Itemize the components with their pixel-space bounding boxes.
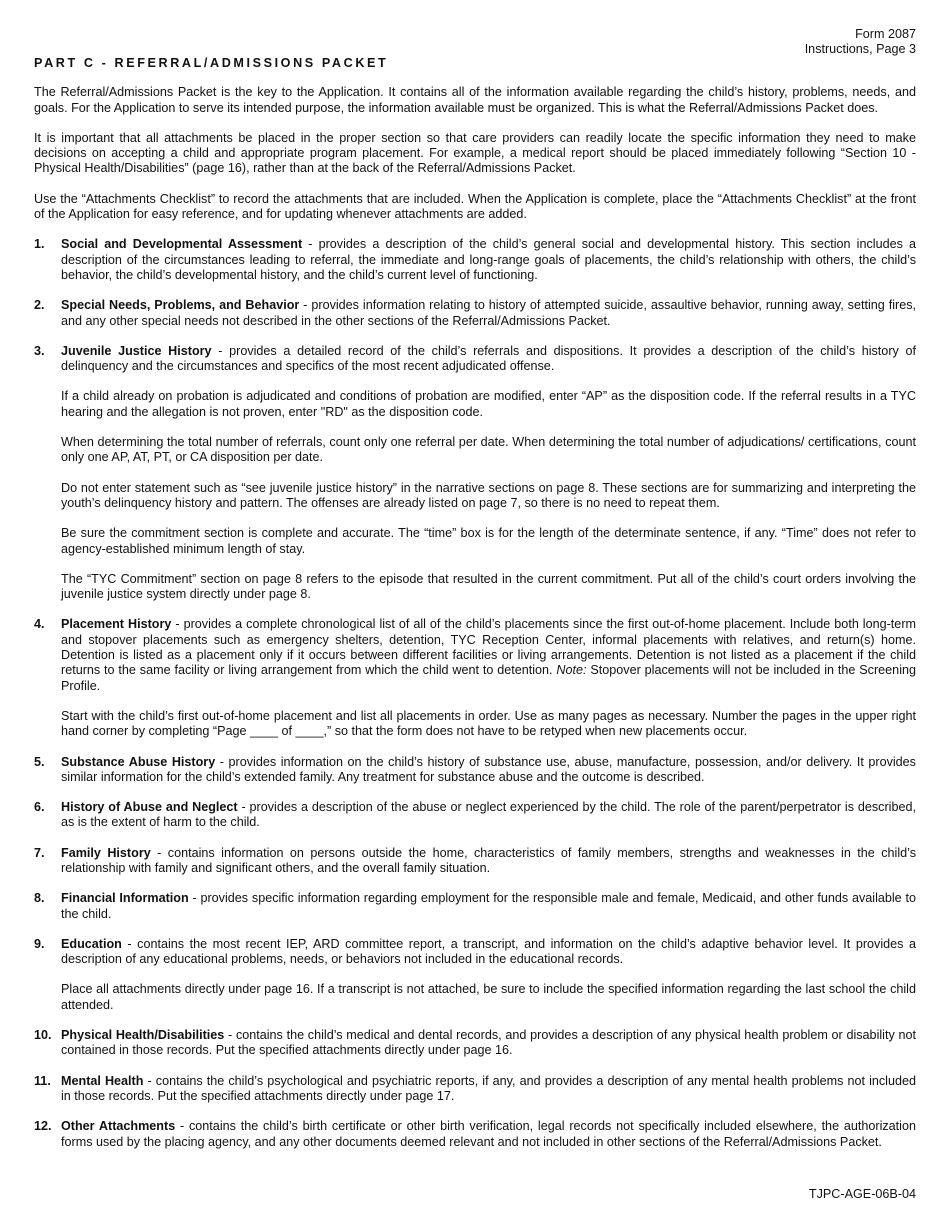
item-title: Juvenile Justice History <box>61 343 212 358</box>
item-title: Physical Health/Disabilities <box>61 1028 225 1043</box>
item-text: - provides a description of the abuse or neglect experienced by the child. The role of the parent/perpetrator is described, as is the extent of harm to the child. <box>61 800 916 830</box>
item-paragraph <box>61 298 916 329</box>
section-item-1 <box>34 237 916 283</box>
item-body <box>61 1028 916 1059</box>
item-body <box>61 617 916 739</box>
item-paragraph <box>61 237 916 283</box>
section-item-8 <box>34 891 916 922</box>
item-number: 5. <box>34 754 45 769</box>
section-item-11 <box>34 1074 916 1105</box>
intro-paragraph: It is important that all attachments be placed in the proper section so that care providers can readily locate the specific information they need to make decisions on accepting a child and appropriate program placement. For example, a medical report should be placed immediately following “Section 10 - Physical Health/Disabilities” (page 16), rather than at the back of the Referral/Admissions Packet. <box>34 130 916 176</box>
section-item-4 <box>34 617 916 739</box>
item-paragraph <box>61 344 916 375</box>
document-page <box>34 26 916 1165</box>
section-item-2 <box>34 298 916 329</box>
item-title: Substance Abuse History <box>61 754 216 769</box>
item-title: Financial Information <box>61 891 189 906</box>
item-number: 1. <box>34 237 45 252</box>
intro-section <box>34 85 916 222</box>
item-number: 8. <box>34 891 45 906</box>
item-number: 9. <box>34 936 45 951</box>
item-number: 7. <box>34 845 45 860</box>
item-paragraph <box>61 846 916 877</box>
item-text: - contains the child’s psychological and psychiatric reports, if any, and provides a description of any mental health problems not included in those records. Put the specified attachments directly under page 17. <box>61 1073 916 1103</box>
item-text: - provides information relating to history of attempted suicide, assaultive behavior, running away, setting fires, and any other special needs not described in the other sections of the Referral/Admissions Packet. <box>61 298 916 328</box>
item-text: - provides a complete chronological list of all of the child’s placements since the first out-of-home placement. Include both long-term and stopover placements such as emergency shelters, detention, TYC Reception Center, informal placements with relatives, and return(s) home. Detention is listed as a placement only if it occurs between different facilities or living arrangements. Detention is not listed as a placement if the child returns to the same facility or living arrangement from which the child went to detention. <box>61 617 916 678</box>
item-number: 12. <box>34 1119 52 1134</box>
item-extra-paragraph: Be sure the commitment section is complete and accurate. The “time” box is for the length of the determinate sentence, if any. “Time” does not refer to agency-established minimum length of stay. <box>61 526 916 556</box>
item-body <box>61 1119 916 1150</box>
form-number: Form 2087 <box>855 27 916 41</box>
item-text: - provides a detailed record of the child’s referrals and dispositions. It provides a description of the child’s history of delinquency and the circumstances and specifics of the most recent adjudicated offense. <box>61 343 916 374</box>
item-paragraph <box>61 937 916 968</box>
item-text: - provides information on the child’s history of substance use, abuse, manufacture, possession, and/or delivery. It provides similar information for the child’s extended family. Any treatment for substance abuse and the outcome is described. <box>61 754 916 784</box>
intro-paragraph: Use the “Attachments Checklist” to record the attachments that are included. When the Application is complete, place the “Attachments Checklist” at the front of the Application for easy reference, and for updating whenever attachments are added. <box>34 191 916 222</box>
item-paragraph <box>61 800 916 831</box>
item-text: - provides specific information regarding employment for the responsible male and female, Medicaid, and other funds available to the child. <box>61 891 916 921</box>
item-number: 6. <box>34 800 45 815</box>
item-text: - contains the child’s medical and dental records, and provides a description of any physical health problem or disability not contained in those records. Put the specified attachments directly under page 16. <box>61 1028 916 1058</box>
section-item-12 <box>34 1119 916 1150</box>
item-number: 11. <box>34 1073 51 1088</box>
item-paragraph <box>61 755 916 786</box>
section-list <box>34 237 916 1149</box>
page-label: Instructions, Page 3 <box>804 42 916 56</box>
intro-paragraph: The Referral/Admissions Packet is the key to the Application. It contains all of the information available regarding the child’s history, problems, needs, and goals. For the Application to serve its intended purpose, the information available must be organized. This is what the Referral/Admissions Packet does. <box>34 85 916 115</box>
item-paragraph <box>61 1028 916 1059</box>
item-title: Education <box>61 936 122 951</box>
item-paragraph <box>61 617 916 693</box>
item-title: Family History <box>61 845 151 860</box>
item-body <box>61 1074 916 1105</box>
item-body <box>61 937 916 1013</box>
item-body <box>61 846 916 877</box>
form-footer-code: TJPC-AGE-06B-04 <box>808 1187 916 1201</box>
item-text: - provides a description of the child’s general social and developmental history. This section includes a description of the circumstances leading to referral, the immediate and long-range goals of placements, the child’s relationship with others, the child’s behavior, the child’s developmental history, and the child’s current level of functioning. <box>61 237 916 282</box>
item-body <box>61 891 916 922</box>
section-item-5 <box>34 755 916 786</box>
item-title: Placement History <box>61 617 172 632</box>
item-body <box>61 344 916 603</box>
item-extra-paragraph: Place all attachments directly under page 16. If a transcript is not attached, be sure to include the specified information regarding the last school the child attended. <box>61 982 916 1012</box>
item-paragraph <box>61 1119 916 1150</box>
item-text: - contains information on persons outside the home, characteristics of family members, strengths and weaknesses in the child’s relationship with family and significant others, and the overall family situation. <box>61 845 916 875</box>
item-title: Social and Developmental Assessment <box>61 237 303 252</box>
item-extra-paragraph: If a child already on probation is adjudicated and conditions of probation are modified, enter “AP” as the disposition code. If the referral results in a TYC hearing and the allegation is not proven, enter "RD" as the disposition code. <box>61 389 916 419</box>
item-title: Special Needs, Problems, and Behavior <box>61 298 300 313</box>
item-text: - contains the most recent IEP, ARD committee report, a transcript, and information on the child’s adaptive behavior level. It provides a description of any educational problems, needs, or behaviors not included in the educational records. <box>61 936 916 967</box>
item-number: 3. <box>34 343 45 358</box>
item-body <box>61 755 916 786</box>
item-body <box>61 800 916 831</box>
section-item-7 <box>34 846 916 877</box>
section-item-9 <box>34 937 916 1013</box>
item-extra-paragraph: When determining the total number of referrals, count only one referral per date. When determining the total number of adjudications/ certifications, count only one AP, AT, PT, or CA disposition per date. <box>61 435 916 465</box>
note-text: Stopover placements will not be included in the Screening Profile. <box>61 663 916 693</box>
section-item-6 <box>34 800 916 831</box>
item-extra-paragraph: Do not enter statement such as “see juvenile justice history” in the narrative sections on page 8. These sections are for summarizing and interpreting the youth’s delinquency history and pattern. The offenses are already listed on page 7, so there is no need to repeat them. <box>61 480 916 510</box>
section-item-10 <box>34 1028 916 1059</box>
section-title: PART C - REFERRAL/ADMISSIONS PACKET <box>34 56 389 70</box>
item-paragraph <box>61 891 916 922</box>
item-number: 10. <box>34 1028 52 1043</box>
section-item-3 <box>34 344 916 603</box>
item-paragraph <box>61 1074 916 1105</box>
item-extra-paragraph: Start with the child’s first out-of-home placement and list all placements in order. Use as many pages as necessary. Number the pages in the upper right hand corner by completing “Page ____ of ____,” so that the form does not have to be retyped when new placements occur. <box>61 708 916 739</box>
item-title: Mental Health <box>61 1073 144 1088</box>
item-body <box>61 237 916 283</box>
item-body <box>61 298 916 329</box>
item-number: 2. <box>34 298 45 313</box>
item-extra-paragraph: The “TYC Commitment” section on page 8 refers to the episode that resulted in the current commitment. Put all of the child’s court orders involving the juvenile justice system directly under page 8. <box>61 571 916 602</box>
item-text: - contains the child’s birth certificate or other birth verification, legal records not specifically included elsewhere, the authorization forms used by the placing agency, and any other documents deemed relevant and not included in other sections of the Referral/Admissions Packet. <box>61 1119 916 1149</box>
note-label: Note: <box>556 663 587 678</box>
item-title: Other Attachments <box>61 1119 176 1134</box>
item-number: 4. <box>34 617 45 632</box>
item-title: History of Abuse and Neglect <box>61 800 238 815</box>
